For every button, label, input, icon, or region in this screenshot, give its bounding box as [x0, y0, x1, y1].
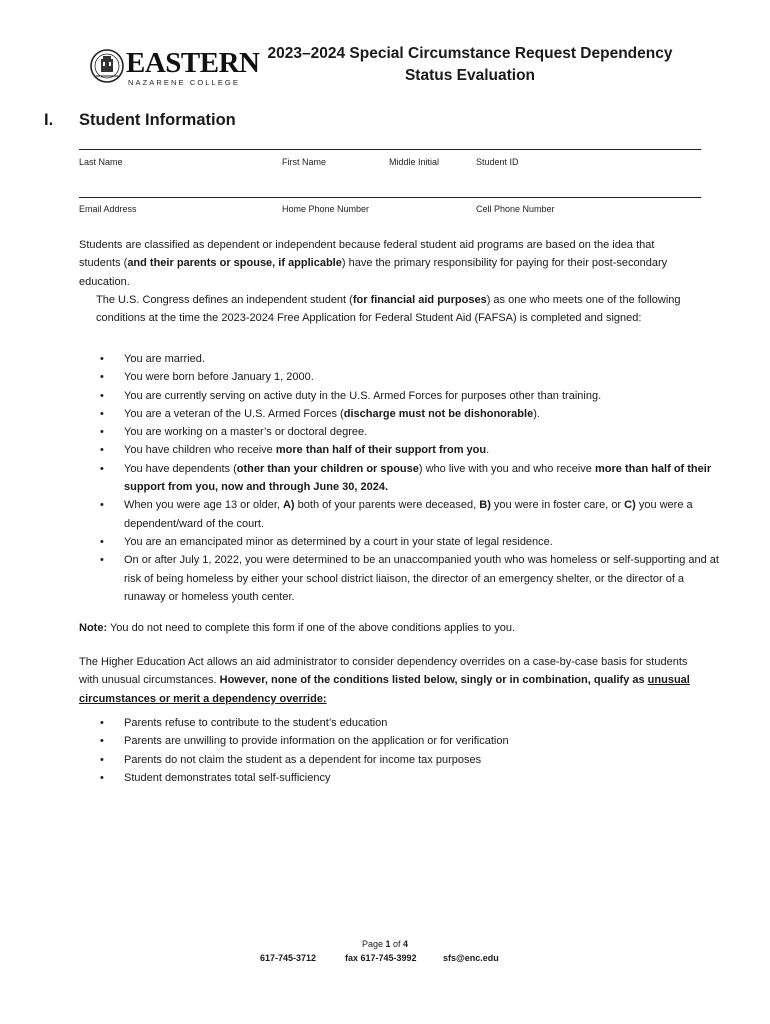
list-item: • Parents refuse to contribute to the student’s education	[100, 714, 700, 732]
page-of: of	[390, 939, 404, 949]
c7-bold-1: other than your children or spouse	[236, 462, 419, 475]
c4-end: ).	[533, 407, 540, 420]
c7-bold-2: more than half of their support from you, now and through June 30, 2024.	[124, 462, 712, 494]
list-item: • Student demonstrates total self-sufficiency	[100, 769, 700, 787]
c7-text: You have dependents (	[124, 462, 237, 475]
intro-p1-bold: and their parents or spouse, if applicable	[127, 257, 342, 270]
email-label: Email Address	[79, 204, 137, 214]
section-number: I.	[44, 111, 54, 129]
c6-text: You have children who receive	[124, 444, 276, 457]
c4-text: You are a veteran of the U.S. Armed Forces (	[124, 407, 344, 420]
intro-p2-text-c: ) as one who meets one of the following conditions at the time the 2023-2024 Free Application for Federal Student Aid (FAFSA) is completed and signed:	[96, 294, 681, 325]
field-line-row-1[interactable]	[79, 149, 701, 150]
list-item: • Parents do not claim the student as a dependent for income tax purposes	[100, 751, 700, 769]
intro-paragraph-2	[96, 291, 696, 328]
intro-p2-bold: for financial aid purposes	[352, 294, 487, 306]
hea-bold-underline: unusual circumstances or merit a dependency override:	[79, 674, 690, 705]
list-item: • You are married.	[100, 350, 724, 368]
hea-paragraph	[79, 653, 704, 708]
footer-fax: fax 617-745-3992	[345, 953, 417, 963]
section-title: Student Information	[79, 111, 236, 129]
non-qualifying-list	[100, 714, 700, 787]
first-name-label: First Name	[282, 157, 327, 167]
cell-phone-label: Cell Phone Number	[476, 204, 555, 214]
c8-text-2: both of your parents were deceased,	[294, 499, 480, 512]
college-seal-icon	[90, 46, 126, 86]
logo-wordmark: EASTERN	[126, 47, 260, 79]
title-line-2: Status Evaluation	[404, 67, 536, 84]
footer-email[interactable]: sfs@enc.edu	[443, 953, 499, 963]
note-text: You do not need to complete this form if one of the above conditions applies to you.	[107, 622, 515, 634]
list-item: • On or after July 1, 2022, you were determined to be an unaccompanied youth who was homeless or self-supporting and at risk of being homeless by either your school district liaison, the director of an emergency shelter, or the director of a runaway or homeless youth center.	[100, 551, 724, 606]
page-number	[0, 939, 770, 949]
page-label: Page	[361, 939, 386, 949]
hea-text: The Higher Education Act allows an aid administrator to consider dependency overrides on a case-by-case basis for students with unusual circumstances.	[79, 656, 688, 687]
hea-bold: However, none of the conditions listed below, singly or in combination, qualify as	[219, 674, 648, 687]
field-line-row-2[interactable]	[79, 197, 701, 198]
c8-text-3: you were in foster care, or	[490, 499, 625, 512]
note-label: Note:	[79, 622, 108, 634]
c8-bold-c: C)	[624, 499, 636, 512]
intro-paragraph-1	[79, 236, 699, 291]
list-item: • You are currently serving on active duty in the U.S. Armed Forces for purposes other than training.	[100, 387, 724, 405]
last-name-label: Last Name	[79, 157, 123, 167]
title-line-1: 2023–2024 Special Circumstance Request Dependency	[267, 45, 673, 62]
intro-p1-text-a: Students are classified as dependent or independent because federal student aid programs are based on the idea that students (	[79, 239, 655, 270]
logo-subtitle: NAZARENE COLLEGE	[128, 78, 240, 87]
middle-initial-label: Middle Initial	[389, 157, 440, 167]
list-item	[100, 405, 724, 423]
list-item: • You were born before January 1, 2000.	[100, 368, 724, 386]
list-item: • You are working on a master’s or doctoral degree.	[100, 423, 724, 441]
c7-text-2: ) who live with you and who receive	[418, 462, 595, 475]
document-title	[260, 43, 680, 87]
c8-text-4: you were a dependent/ward of the court.	[124, 499, 693, 530]
note	[79, 619, 699, 637]
c6-end: .	[486, 444, 490, 457]
intro-p2-text-a: The U.S. Congress defines an independent student (	[96, 294, 353, 306]
list-item: • You are an emancipated minor as determined by a court in your state of legal residence.	[100, 533, 724, 551]
list-item	[100, 441, 724, 459]
independence-conditions-list	[100, 350, 724, 606]
student-id-label: Student ID	[476, 157, 519, 167]
page-current: 1	[385, 939, 391, 949]
c8-text: When you were age 13 or older,	[124, 499, 283, 512]
list-item	[100, 496, 724, 533]
c8-bold-b: B)	[479, 499, 491, 512]
home-phone-label: Home Phone Number	[282, 204, 370, 214]
list-item	[100, 460, 724, 497]
c6-bold: more than half of their support from you	[275, 444, 487, 457]
c4-bold: discharge must not be dishonorable	[343, 407, 534, 420]
footer-phone: 617-745-3712	[260, 953, 317, 963]
college-logo	[90, 46, 260, 90]
list-item: • Parents are unwilling to provide information on the application or for verification	[100, 732, 700, 750]
c8-bold-a: A)	[282, 499, 295, 512]
page-total: 4	[403, 939, 409, 949]
intro-p1-text-c: ) have the primary responsibility for paying for their post-secondary education.	[79, 257, 668, 288]
